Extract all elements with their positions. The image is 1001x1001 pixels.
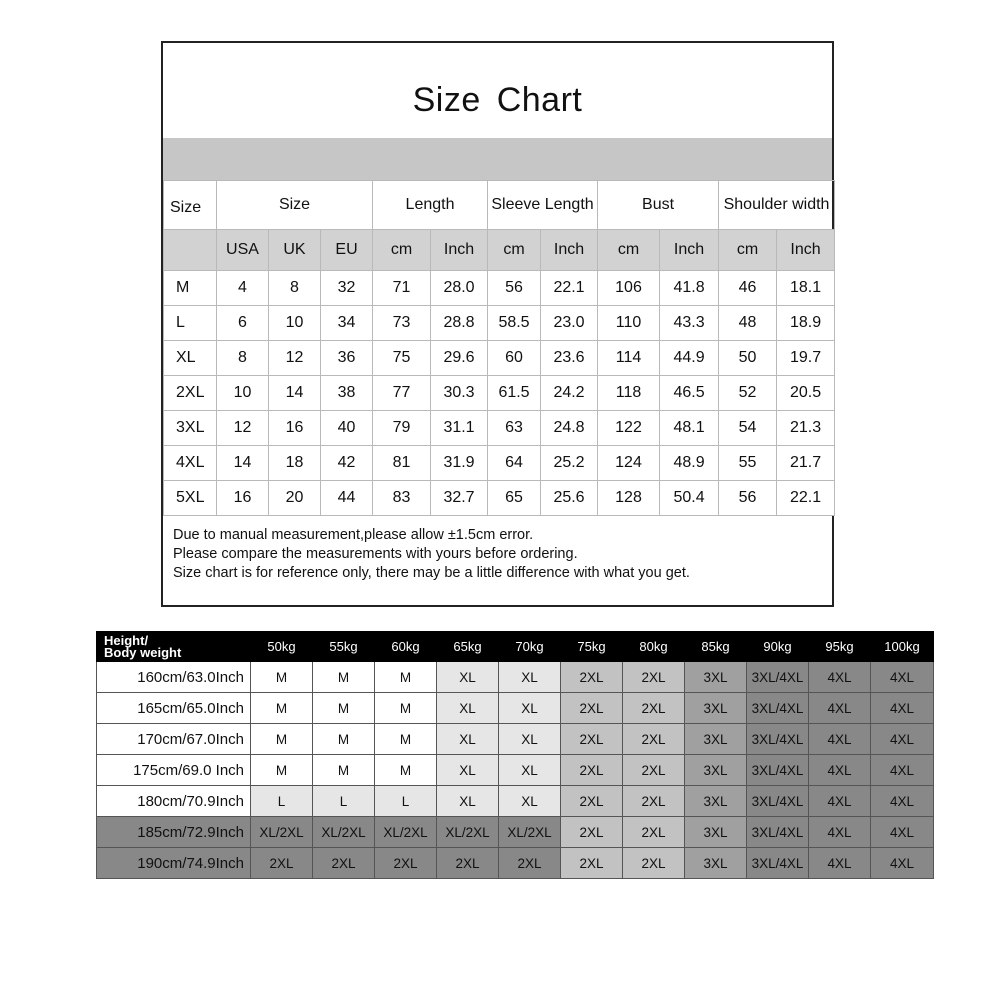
size-cell: 4XL bbox=[871, 662, 934, 693]
table-cell: 56 bbox=[719, 481, 777, 516]
table-cell: 48 bbox=[719, 306, 777, 341]
table-cell: 23.0 bbox=[541, 306, 598, 341]
table-cell: 22.1 bbox=[541, 271, 598, 306]
size-label: L bbox=[164, 306, 217, 341]
size-cell: XL bbox=[499, 755, 561, 786]
table-cell: 73 bbox=[373, 306, 431, 341]
table-cell: 58.5 bbox=[488, 306, 541, 341]
size-cell: 2XL bbox=[561, 786, 623, 817]
table-cell: 31.1 bbox=[431, 411, 488, 446]
unit-header: USA bbox=[217, 230, 269, 271]
unit-header: Inch bbox=[660, 230, 719, 271]
table-row bbox=[97, 755, 934, 786]
size-cell: 4XL bbox=[871, 817, 934, 848]
table-cell: 64 bbox=[488, 446, 541, 481]
size-cell: 2XL bbox=[313, 848, 375, 879]
table-cell: 44.9 bbox=[660, 341, 719, 376]
table-cell: 110 bbox=[598, 306, 660, 341]
weight-header: 75kg bbox=[561, 632, 623, 662]
size-cell: L bbox=[375, 786, 437, 817]
table-cell: 24.8 bbox=[541, 411, 598, 446]
length-header: Length bbox=[373, 181, 488, 230]
header-band bbox=[163, 138, 832, 180]
table-cell: 36 bbox=[321, 341, 373, 376]
weight-header: 60kg bbox=[375, 632, 437, 662]
size-cell: 2XL bbox=[561, 817, 623, 848]
weight-header: 55kg bbox=[313, 632, 375, 662]
unit-corner bbox=[164, 230, 217, 271]
table-cell: 118 bbox=[598, 376, 660, 411]
weight-header: 100kg bbox=[871, 632, 934, 662]
table-cell: 21.3 bbox=[777, 411, 835, 446]
height-weight-table bbox=[96, 631, 934, 879]
size-label: 5XL bbox=[164, 481, 217, 516]
size-cell: M bbox=[251, 724, 313, 755]
sleeve-length-header: Sleeve Length bbox=[488, 181, 598, 230]
table-cell: 10 bbox=[269, 306, 321, 341]
size-cell: 3XL bbox=[685, 817, 747, 848]
table-cell: 31.9 bbox=[431, 446, 488, 481]
size-cell: 4XL bbox=[809, 786, 871, 817]
table-cell: 18.1 bbox=[777, 271, 835, 306]
table-cell: 23.6 bbox=[541, 341, 598, 376]
table-row bbox=[164, 341, 835, 376]
table-cell: 28.0 bbox=[431, 271, 488, 306]
unit-header: EU bbox=[321, 230, 373, 271]
table-cell: 42 bbox=[321, 446, 373, 481]
size-cell: 3XL/4XL bbox=[747, 693, 809, 724]
size-cell: 2XL bbox=[499, 848, 561, 879]
size-cell: XL bbox=[437, 786, 499, 817]
size-cell: 3XL/4XL bbox=[747, 662, 809, 693]
table-cell: 19.7 bbox=[777, 341, 835, 376]
height-label: Height/ bbox=[104, 632, 149, 648]
table-cell: 34 bbox=[321, 306, 373, 341]
table-cell: 40 bbox=[321, 411, 373, 446]
height-label-cell: 160cm/63.0Inch bbox=[97, 662, 251, 693]
size-chart-panel bbox=[161, 41, 834, 607]
size-cell: 3XL bbox=[685, 724, 747, 755]
table-cell: 124 bbox=[598, 446, 660, 481]
size-cell: 2XL bbox=[623, 724, 685, 755]
table-cell: 60 bbox=[488, 341, 541, 376]
table-cell: 6 bbox=[217, 306, 269, 341]
size-cell: XL bbox=[437, 662, 499, 693]
table-cell: 81 bbox=[373, 446, 431, 481]
size-cell: 4XL bbox=[871, 724, 934, 755]
table-cell: 128 bbox=[598, 481, 660, 516]
unit-header: UK bbox=[269, 230, 321, 271]
size-cell: 4XL bbox=[871, 755, 934, 786]
table-cell: 114 bbox=[598, 341, 660, 376]
table-cell: 63 bbox=[488, 411, 541, 446]
table-cell: 20 bbox=[269, 481, 321, 516]
table-row bbox=[164, 306, 835, 341]
size-cell: 2XL bbox=[623, 817, 685, 848]
weight-header: 85kg bbox=[685, 632, 747, 662]
table-cell: 8 bbox=[269, 271, 321, 306]
note-line: Size chart is for reference only, there may be a little difference with what you get. bbox=[173, 565, 690, 581]
height-label-cell: 175cm/69.0 Inch bbox=[97, 755, 251, 786]
table-cell: 29.6 bbox=[431, 341, 488, 376]
size-cell: M bbox=[375, 724, 437, 755]
table-cell: 12 bbox=[217, 411, 269, 446]
size-cell: 2XL bbox=[375, 848, 437, 879]
note-line: Please compare the measurements with yours before ordering. bbox=[173, 546, 578, 562]
table-row bbox=[164, 481, 835, 516]
size-cell: 3XL/4XL bbox=[747, 848, 809, 879]
table-cell: 21.7 bbox=[777, 446, 835, 481]
size-cell: XL/2XL bbox=[313, 817, 375, 848]
table-cell: 32 bbox=[321, 271, 373, 306]
size-cell: L bbox=[251, 786, 313, 817]
table-cell: 12 bbox=[269, 341, 321, 376]
note-line: Due to manual measurement,please allow ±1.5cm error. bbox=[173, 527, 534, 543]
size-label: 3XL bbox=[164, 411, 217, 446]
notes bbox=[173, 526, 690, 583]
table-cell: 10 bbox=[217, 376, 269, 411]
chart-title: Size Chart bbox=[412, 81, 583, 119]
weight-header: 65kg bbox=[437, 632, 499, 662]
table-cell: 16 bbox=[269, 411, 321, 446]
table-cell: 43.3 bbox=[660, 306, 719, 341]
size-cell: 4XL bbox=[871, 786, 934, 817]
table-row bbox=[97, 817, 934, 848]
size-cell: XL bbox=[437, 693, 499, 724]
table-row bbox=[97, 786, 934, 817]
size-cell: 4XL bbox=[871, 693, 934, 724]
size-cell: XL bbox=[499, 786, 561, 817]
table-cell: 18 bbox=[269, 446, 321, 481]
size-cell: M bbox=[375, 662, 437, 693]
height-label-cell: 180cm/70.9Inch bbox=[97, 786, 251, 817]
size-cell: XL bbox=[499, 693, 561, 724]
unit-header: cm bbox=[488, 230, 541, 271]
size-label: 2XL bbox=[164, 376, 217, 411]
table-row bbox=[97, 724, 934, 755]
size-cell: M bbox=[313, 755, 375, 786]
size-cell: 4XL bbox=[809, 817, 871, 848]
table-cell: 22.1 bbox=[777, 481, 835, 516]
unit-header: Inch bbox=[431, 230, 488, 271]
table-row bbox=[97, 848, 934, 879]
weight-header: 95kg bbox=[809, 632, 871, 662]
table-cell: 24.2 bbox=[541, 376, 598, 411]
table-row bbox=[164, 271, 835, 306]
size-cell: M bbox=[251, 755, 313, 786]
size-cell: 2XL bbox=[623, 786, 685, 817]
weight-header: 90kg bbox=[747, 632, 809, 662]
size-column-header: Size bbox=[164, 181, 217, 230]
table-cell: 20.5 bbox=[777, 376, 835, 411]
weight-header: 50kg bbox=[251, 632, 313, 662]
weight-header: 80kg bbox=[623, 632, 685, 662]
height-label-cell: 185cm/72.9Inch bbox=[97, 817, 251, 848]
size-label: M bbox=[164, 271, 217, 306]
size-cell: XL/2XL bbox=[375, 817, 437, 848]
table-cell: 48.9 bbox=[660, 446, 719, 481]
size-cell: 3XL bbox=[685, 786, 747, 817]
height-label-cell: 170cm/67.0Inch bbox=[97, 724, 251, 755]
table-cell: 50 bbox=[719, 341, 777, 376]
size-cell: 3XL bbox=[685, 848, 747, 879]
size-cell: 3XL/4XL bbox=[747, 755, 809, 786]
height-weight-label bbox=[97, 632, 251, 662]
size-cell: M bbox=[375, 693, 437, 724]
size-cell: M bbox=[313, 662, 375, 693]
size-cell: 2XL bbox=[561, 724, 623, 755]
size-cell: 2XL bbox=[561, 662, 623, 693]
table-cell: 32.7 bbox=[431, 481, 488, 516]
table-cell: 25.6 bbox=[541, 481, 598, 516]
table-cell: 65 bbox=[488, 481, 541, 516]
height-label-cell: 190cm/74.9Inch bbox=[97, 848, 251, 879]
size-cell: XL/2XL bbox=[499, 817, 561, 848]
table-cell: 71 bbox=[373, 271, 431, 306]
bust-header: Bust bbox=[598, 181, 719, 230]
size-cell: 3XL bbox=[685, 693, 747, 724]
table-cell: 14 bbox=[269, 376, 321, 411]
table-cell: 61.5 bbox=[488, 376, 541, 411]
size-cell: 2XL bbox=[623, 693, 685, 724]
table-cell: 4 bbox=[217, 271, 269, 306]
table-cell: 106 bbox=[598, 271, 660, 306]
size-cell: 4XL bbox=[809, 755, 871, 786]
table-cell: 83 bbox=[373, 481, 431, 516]
size-cell: 2XL bbox=[623, 755, 685, 786]
weight-header: 70kg bbox=[499, 632, 561, 662]
size-cell: 2XL bbox=[623, 662, 685, 693]
unit-header: cm bbox=[598, 230, 660, 271]
table-cell: 14 bbox=[217, 446, 269, 481]
table-row bbox=[164, 411, 835, 446]
size-cell: 3XL bbox=[685, 755, 747, 786]
size-cell: 2XL bbox=[251, 848, 313, 879]
size-cell: 3XL/4XL bbox=[747, 786, 809, 817]
size-cell: M bbox=[251, 662, 313, 693]
size-cell: 4XL bbox=[809, 662, 871, 693]
size-cell: 2XL bbox=[437, 848, 499, 879]
table-cell: 46 bbox=[719, 271, 777, 306]
size-cell: 2XL bbox=[561, 848, 623, 879]
size-cell: 3XL/4XL bbox=[747, 817, 809, 848]
table-cell: 18.9 bbox=[777, 306, 835, 341]
table-cell: 46.5 bbox=[660, 376, 719, 411]
table-cell: 44 bbox=[321, 481, 373, 516]
size-cell: 2XL bbox=[623, 848, 685, 879]
size-cell: XL/2XL bbox=[251, 817, 313, 848]
table-cell: 38 bbox=[321, 376, 373, 411]
table-cell: 77 bbox=[373, 376, 431, 411]
table-cell: 50.4 bbox=[660, 481, 719, 516]
size-group-header: Size bbox=[217, 181, 373, 230]
table-cell: 8 bbox=[217, 341, 269, 376]
table-cell: 122 bbox=[598, 411, 660, 446]
size-cell: M bbox=[375, 755, 437, 786]
height-label-cell: 165cm/65.0Inch bbox=[97, 693, 251, 724]
size-table bbox=[163, 180, 835, 516]
size-cell: M bbox=[313, 693, 375, 724]
table-cell: 52 bbox=[719, 376, 777, 411]
size-cell: 4XL bbox=[809, 848, 871, 879]
table-cell: 55 bbox=[719, 446, 777, 481]
table-row bbox=[97, 662, 934, 693]
table-row bbox=[164, 446, 835, 481]
size-cell: M bbox=[313, 724, 375, 755]
size-cell: 3XL/4XL bbox=[747, 724, 809, 755]
table-cell: 79 bbox=[373, 411, 431, 446]
size-cell: 2XL bbox=[561, 755, 623, 786]
table-cell: 16 bbox=[217, 481, 269, 516]
unit-header: Inch bbox=[541, 230, 598, 271]
table-cell: 28.8 bbox=[431, 306, 488, 341]
shoulder-width-header: Shoulder width bbox=[719, 181, 835, 230]
table-cell: 41.8 bbox=[660, 271, 719, 306]
body-weight-label: Body weight bbox=[104, 644, 182, 660]
unit-header: cm bbox=[373, 230, 431, 271]
size-cell: XL bbox=[499, 724, 561, 755]
size-cell: 2XL bbox=[561, 693, 623, 724]
unit-header: Inch bbox=[777, 230, 835, 271]
table-row bbox=[97, 693, 934, 724]
size-cell: XL/2XL bbox=[437, 817, 499, 848]
size-cell: 4XL bbox=[809, 724, 871, 755]
table-cell: 75 bbox=[373, 341, 431, 376]
size-cell: XL bbox=[437, 724, 499, 755]
table-cell: 54 bbox=[719, 411, 777, 446]
table-cell: 48.1 bbox=[660, 411, 719, 446]
table-row bbox=[164, 376, 835, 411]
table-cell: 30.3 bbox=[431, 376, 488, 411]
table-cell: 56 bbox=[488, 271, 541, 306]
size-cell: 3XL bbox=[685, 662, 747, 693]
size-cell: 4XL bbox=[809, 693, 871, 724]
size-label: XL bbox=[164, 341, 217, 376]
size-cell: XL bbox=[499, 662, 561, 693]
size-cell: L bbox=[313, 786, 375, 817]
size-cell: M bbox=[251, 693, 313, 724]
size-cell: XL bbox=[437, 755, 499, 786]
unit-header: cm bbox=[719, 230, 777, 271]
table-cell: 25.2 bbox=[541, 446, 598, 481]
size-label: 4XL bbox=[164, 446, 217, 481]
size-cell: 4XL bbox=[871, 848, 934, 879]
